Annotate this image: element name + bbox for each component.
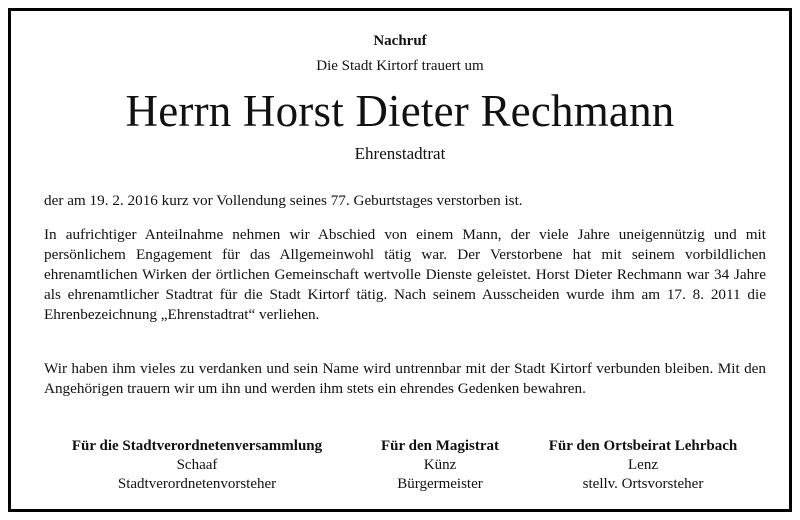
- date-of-death-line: der am 19. 2. 2016 kurz vor Vollendung seines 77. Geburtstages verstorben ist.: [44, 192, 523, 209]
- notice-heading: Nachruf: [373, 33, 427, 49]
- signature-role: stellv. Ortsvorsteher: [582, 476, 704, 492]
- signature-district-council: [523, 437, 763, 494]
- signature-org: Für die Stadtverordnetenversammlung: [71, 438, 323, 454]
- signature-person: Schaaf: [176, 457, 218, 473]
- signature-magistrate: [360, 437, 520, 494]
- intro-line: Die Stadt Kirtorf trauert um: [316, 58, 484, 74]
- honorary-title: Ehrenstadtrat: [354, 144, 446, 163]
- signature-person: Künz: [423, 457, 457, 473]
- closing-paragraph: Wir haben ihm vieles zu verdanken und sein Name wird untrennbar mit der Stadt Kirtorf verbunden bleiben. Mit den Angehörigen trauern wir um ihn und werden ihm stets ein ehrendes Gedenken bewahren.: [44, 360, 766, 397]
- signature-org: Für den Ortsbeirat Lehrbach: [548, 438, 738, 454]
- deceased-name: Herrn Horst Dieter Rechmann: [125, 86, 675, 136]
- signature-role: Stadtverordnetenvorsteher: [117, 476, 277, 492]
- signature-person: Lenz: [628, 457, 658, 473]
- signature-city-council: [37, 437, 357, 494]
- tribute-paragraph: In aufrichtiger Anteilnahme nehmen wir Abschied von einem Mann, der viele Jahre uneigennützig und mit persönlichem Engagement für das Allgemeinwohl tätig war. Der Verstorbene hat mit seinem vorbildlichen ehrenamtlichen Wirken der örtlichen Gemeinschaft wertvolle Dienste geleistet. Horst Dieter Rechmann war 34 Jahre als ehrenamtlicher Stadtrat für die Stadt Kirtorf tätig. Nach seinem Ausscheiden wurde ihm am 17. 8. 2011 die Ehrenbezeichnung „Ehrenstadtrat“ verliehen.: [44, 226, 766, 323]
- signature-org: Für den Magistrat: [380, 438, 500, 454]
- signature-role: Bürgermeister: [397, 476, 483, 492]
- signature-block: [37, 437, 763, 494]
- obituary-notice: [8, 8, 792, 512]
